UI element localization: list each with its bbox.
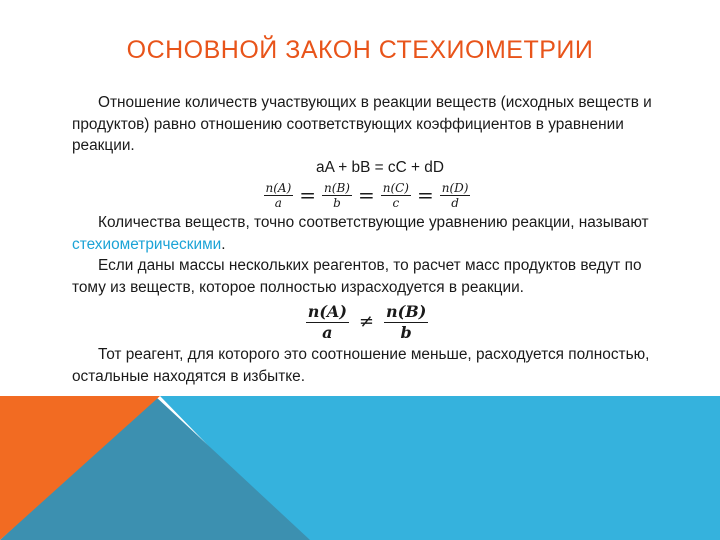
- reaction-equation: aA + bB = cC + dD: [316, 158, 444, 176]
- paragraph-stoichiometric: Количества веществ, точно соответствующие уравнению реакции, называют стехиометрическими.: [72, 214, 649, 253]
- highlight-term: стехиометрическими: [72, 235, 222, 253]
- fraction-nA-a: $\frac{n(A)}{a}$: [265, 180, 292, 210]
- fraction-nD-d: $\frac{n(D)}{d}$: [441, 180, 469, 210]
- fraction-nA-a: $\frac{n(A)}{a}$: [307, 301, 347, 342]
- fraction-nC-c: $\frac{n(C)}{c}$: [382, 180, 409, 210]
- paragraph-law: Отношение количеств участвующих в реакции веществ (исходных веществ и продуктов) равно отношению соответствующих коэффициентов в уравнении реакции.: [72, 94, 652, 154]
- equals-sign: =: [299, 183, 317, 207]
- equals-sign: =: [357, 183, 375, 207]
- slide-title: ОСНОВНОЙ ЗАКОН СТЕХИОМЕТРИИ: [126, 36, 594, 64]
- paragraph-excess: Тот реагент, для которого это соотношение меньше, расходуется полностью, остальные находятся в избытке.: [72, 346, 650, 385]
- fraction-nB-b: $\frac{n(B)}{b}$: [385, 301, 427, 342]
- paragraph-masses: Если даны массы нескольких реагентов, то расчет масс продуктов ведут по тому из веществ, которое полностью израсходуется в реакции.: [72, 257, 642, 296]
- equals-sign: =: [417, 183, 434, 207]
- not-equal-sign: ≠: [358, 311, 374, 332]
- fraction-nB-b: $\frac{n(B)}{b}$: [324, 180, 350, 210]
